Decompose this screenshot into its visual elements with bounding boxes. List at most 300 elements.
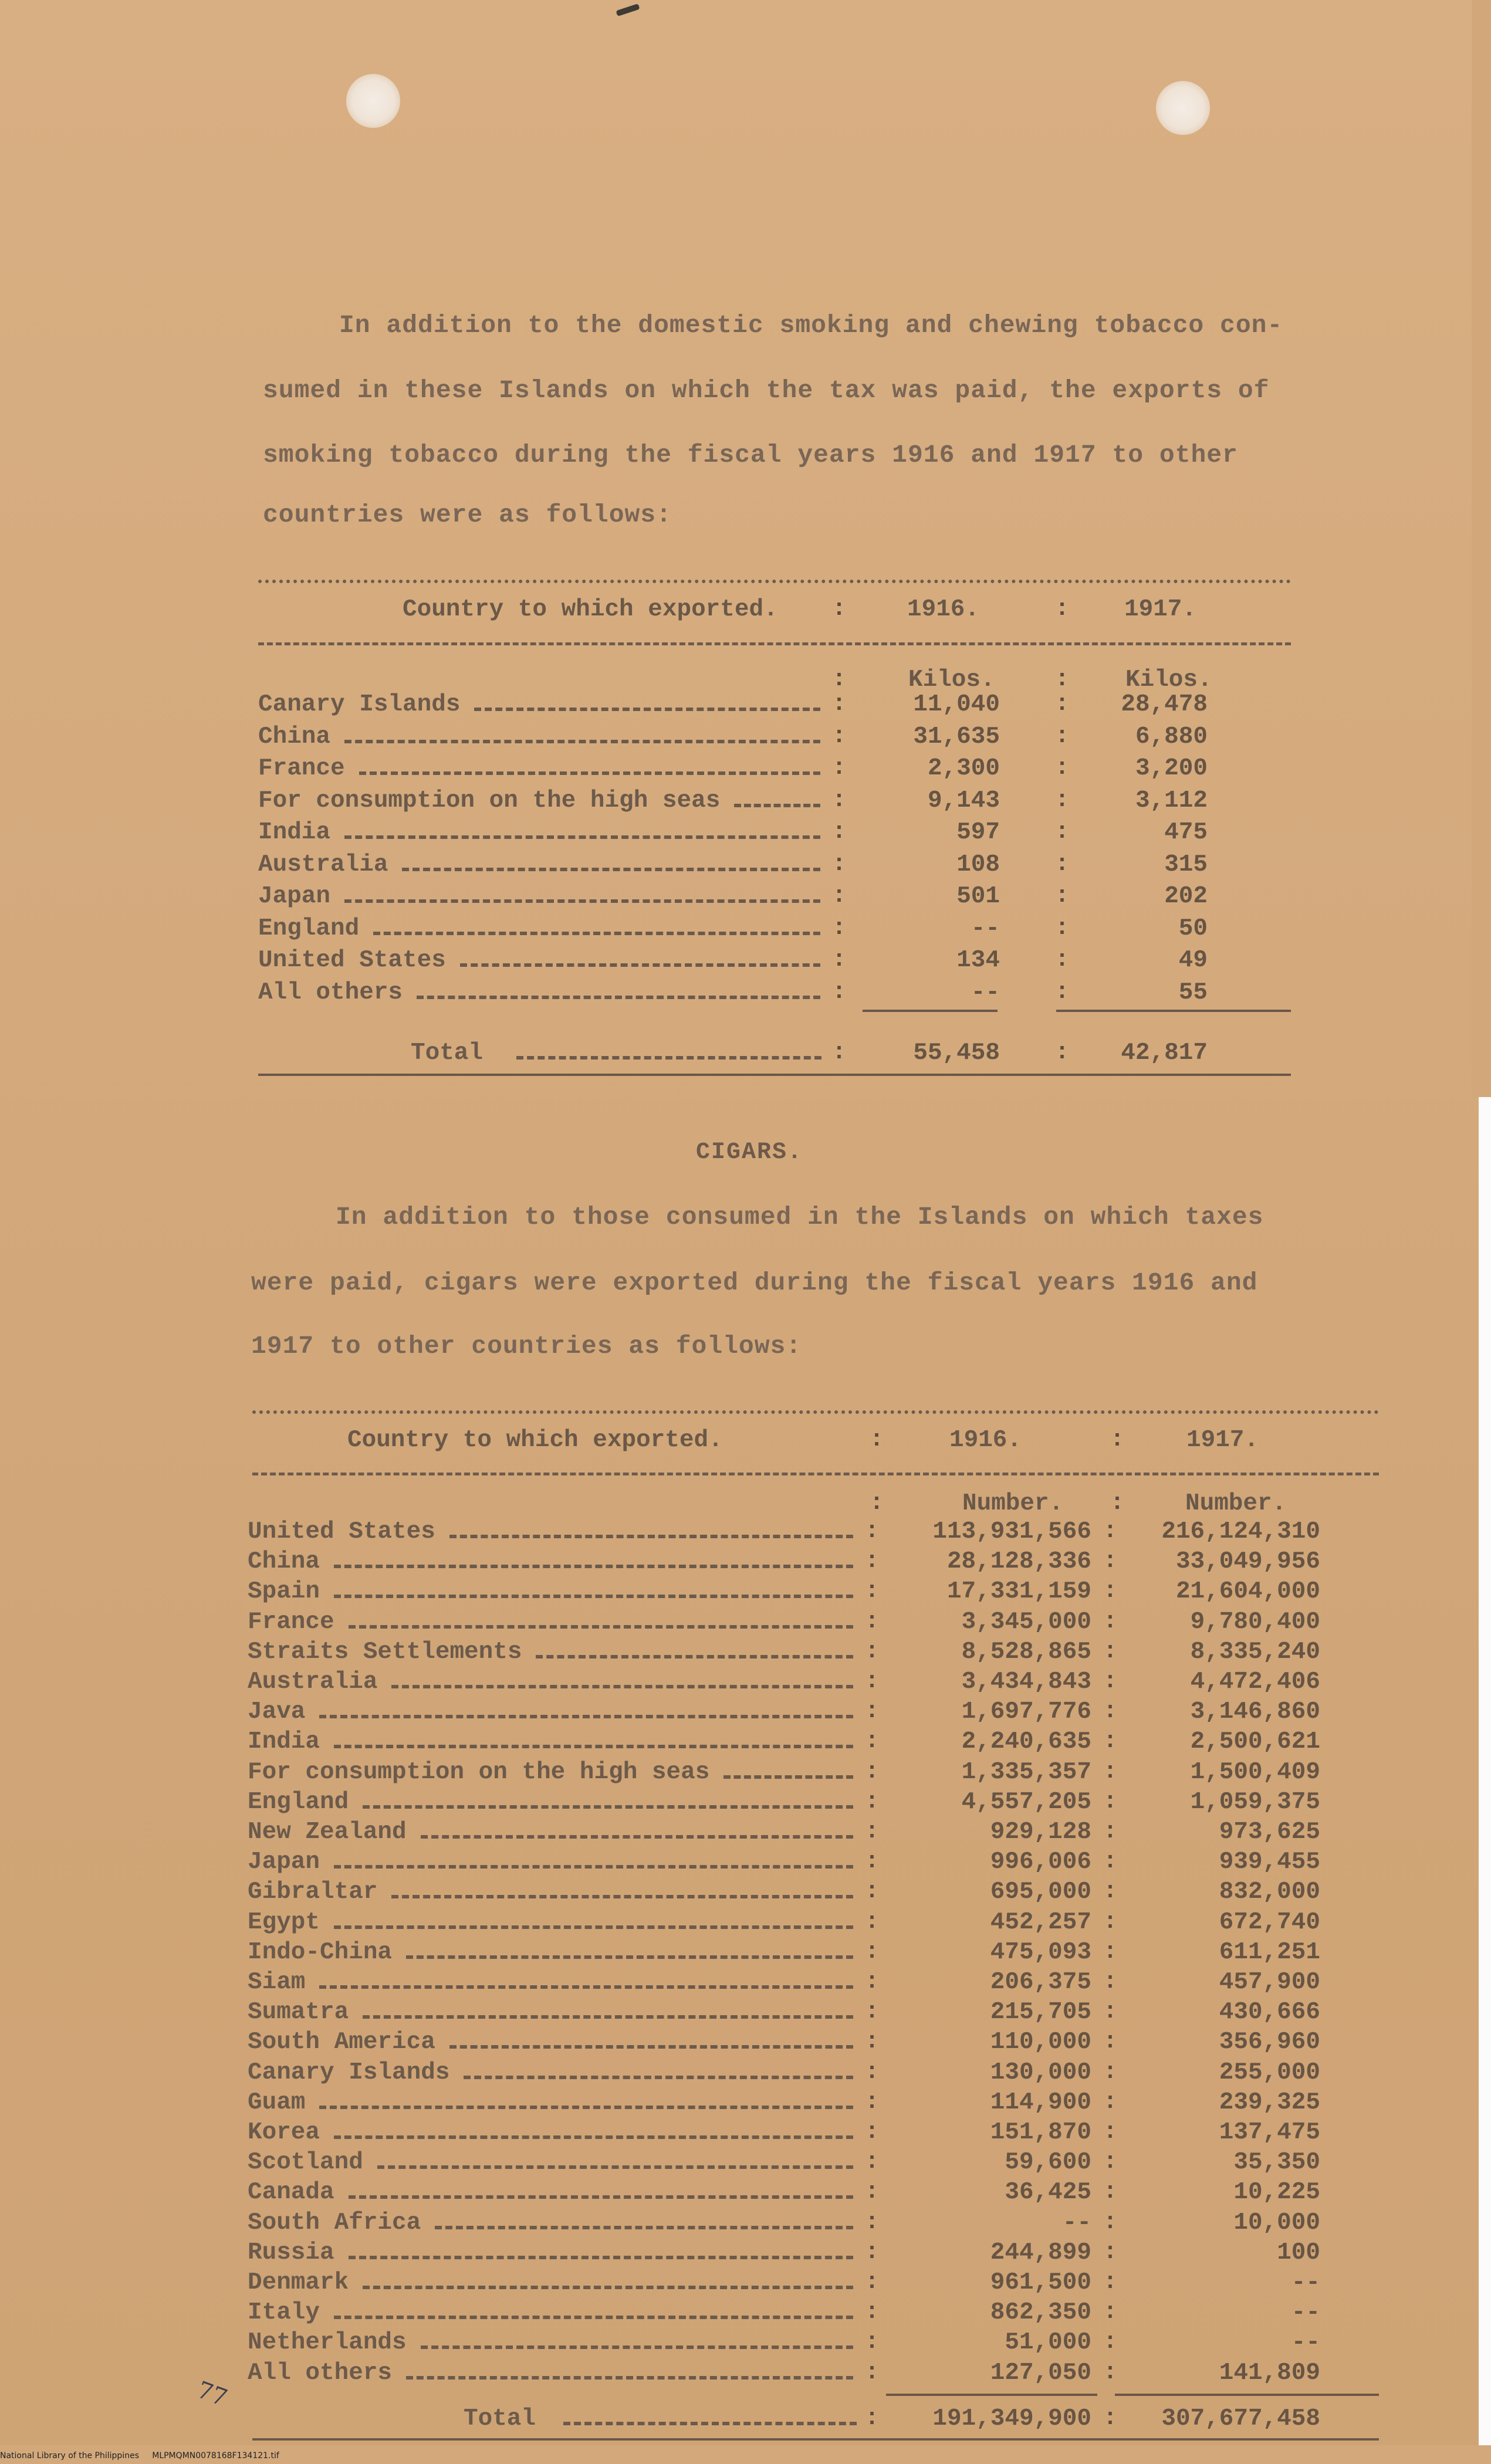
row-value-1917: 3,146,860 bbox=[1190, 1698, 1320, 1726]
row-country: Russia bbox=[248, 2239, 334, 2266]
row-colon: : bbox=[1103, 2149, 1118, 2176]
row-colon: : bbox=[1103, 2269, 1118, 2296]
row-colon: : bbox=[832, 819, 847, 845]
table1-unit-colon-2: : bbox=[1055, 666, 1070, 693]
row-leader-dashes bbox=[344, 835, 820, 839]
table1-unit-1917: Kilos. bbox=[1125, 666, 1212, 693]
row-leader-dashes bbox=[349, 2256, 853, 2259]
table-row bbox=[0, 1668, 1491, 1700]
row-country: Egypt bbox=[248, 1908, 320, 1936]
table1-top-rule bbox=[258, 580, 1291, 583]
row-value-1917: 430,666 bbox=[1219, 1999, 1320, 2026]
table-row bbox=[0, 2029, 1491, 2060]
row-colon: : bbox=[865, 2359, 880, 2386]
row-colon: : bbox=[1103, 1668, 1118, 1695]
table1-header-1917: 1917. bbox=[1124, 596, 1197, 623]
row-leader-dashes bbox=[417, 996, 820, 999]
row-value-1917: 55 bbox=[1178, 979, 1208, 1006]
row-value-1916: 130,000 bbox=[990, 2059, 1091, 2086]
row-leader-dashes bbox=[344, 899, 820, 903]
row-country: Japan bbox=[248, 1849, 320, 1876]
table2-unit-1917: Number. bbox=[1185, 1490, 1287, 1517]
row-country: Sumatra bbox=[248, 1999, 349, 2026]
row-value-1916: 28,128,336 bbox=[946, 1548, 1091, 1576]
table-row bbox=[0, 851, 1491, 883]
row-value-1916: 244,899 bbox=[990, 2239, 1091, 2266]
table1-header-rule bbox=[258, 642, 1291, 645]
row-colon: : bbox=[1055, 723, 1070, 750]
row-country: Italy bbox=[248, 2299, 320, 2327]
row-colon: : bbox=[832, 691, 847, 717]
table-row bbox=[0, 2209, 1491, 2241]
cigars-line-1: In addition to those consumed in the Islands on which taxes bbox=[336, 1203, 1264, 1231]
table-row bbox=[0, 819, 1491, 851]
row-colon: : bbox=[1103, 1849, 1118, 1876]
table-row bbox=[0, 1639, 1491, 1670]
row-value-1916: 51,000 bbox=[1005, 2329, 1091, 2357]
row-country: United States bbox=[258, 947, 446, 974]
row-country: France bbox=[258, 755, 345, 782]
row-colon: : bbox=[865, 1608, 880, 1635]
row-colon: : bbox=[1103, 2209, 1118, 2236]
row-value-1916: 110,000 bbox=[990, 2029, 1091, 2056]
row-colon: : bbox=[865, 1668, 880, 1695]
row-colon: : bbox=[1103, 1999, 1118, 2026]
table-row bbox=[0, 947, 1491, 979]
row-value-1916: 1,697,776 bbox=[961, 1698, 1091, 1726]
row-value-1916: 31,635 bbox=[913, 723, 1000, 750]
row-country: Australia bbox=[248, 1668, 378, 1695]
table-row bbox=[0, 2149, 1491, 2181]
row-value-1917: 3,112 bbox=[1135, 787, 1208, 814]
row-colon: : bbox=[1055, 851, 1070, 878]
row-colon: : bbox=[1103, 1578, 1118, 1605]
table-row bbox=[0, 1909, 1491, 1941]
row-value-1916: 475,093 bbox=[990, 1938, 1091, 1966]
row-leader-dashes bbox=[723, 1775, 853, 1779]
row-colon: : bbox=[832, 755, 847, 781]
table-row bbox=[0, 691, 1491, 723]
row-value-1917: 21,604,000 bbox=[1175, 1578, 1320, 1606]
row-colon: : bbox=[1103, 2119, 1118, 2145]
table2-unit-colon-2: : bbox=[1110, 1490, 1125, 1517]
row-colon: : bbox=[865, 2179, 880, 2206]
table1-total-1917: 42,817 bbox=[1121, 1040, 1208, 1067]
row-country: For consumption on the high seas bbox=[248, 1758, 710, 1786]
row-country: All others bbox=[258, 979, 403, 1006]
table1-header-colon: : bbox=[832, 596, 847, 622]
row-colon: : bbox=[865, 2269, 880, 2296]
row-colon: : bbox=[865, 2239, 880, 2266]
row-value-1916: 501 bbox=[956, 883, 1000, 910]
row-leader-dashes bbox=[402, 868, 820, 871]
row-value-1916: -- bbox=[1062, 2209, 1091, 2236]
table2-sum-line-1917 bbox=[1115, 2394, 1379, 2396]
table2-total-leader bbox=[563, 2422, 857, 2425]
row-value-1916: 114,900 bbox=[990, 2089, 1091, 2116]
table2-header-colon: : bbox=[870, 1427, 884, 1453]
row-value-1916: 206,375 bbox=[990, 1969, 1091, 1996]
row-value-1917: 100 bbox=[1277, 2239, 1320, 2266]
row-value-1916: 151,870 bbox=[990, 2119, 1091, 2146]
row-leader-dashes bbox=[334, 1595, 853, 1598]
row-country: Australia bbox=[258, 851, 388, 878]
table-row bbox=[0, 979, 1491, 1011]
row-value-1917: 28,478 bbox=[1121, 691, 1208, 718]
row-colon: : bbox=[832, 979, 847, 1006]
punch-hole-right bbox=[1156, 81, 1210, 135]
row-colon: : bbox=[865, 2329, 880, 2356]
punch-hole-left bbox=[346, 74, 400, 128]
row-country: Korea bbox=[248, 2119, 320, 2146]
row-value-1917: -- bbox=[1291, 2299, 1320, 2327]
row-leader-dashes bbox=[406, 2376, 853, 2380]
row-leader-dashes bbox=[363, 2286, 853, 2289]
row-colon: : bbox=[1103, 1548, 1118, 1575]
row-value-1917: 255,000 bbox=[1219, 2059, 1320, 2086]
row-value-1916: 961,500 bbox=[990, 2269, 1091, 2296]
row-value-1917: 239,325 bbox=[1219, 2089, 1320, 2116]
row-colon: : bbox=[1103, 2299, 1118, 2326]
row-country: China bbox=[248, 1548, 320, 1576]
cigars-heading: CIGARS. bbox=[696, 1139, 803, 1166]
pencil-annotation: 77 bbox=[193, 2376, 231, 2412]
row-value-1917: 8,335,240 bbox=[1190, 1638, 1320, 1666]
row-value-1916: 108 bbox=[956, 851, 1000, 878]
row-leader-dashes bbox=[449, 1535, 853, 1538]
row-country: Siam bbox=[248, 1969, 306, 1996]
row-leader-dashes bbox=[449, 2045, 853, 2049]
row-value-1917: 3,200 bbox=[1135, 755, 1208, 782]
table-row bbox=[0, 2089, 1491, 2121]
table2-unit-1916: Number. bbox=[962, 1490, 1064, 1517]
row-value-1916: 134 bbox=[956, 947, 1000, 974]
row-value-1917: 2,500,621 bbox=[1190, 1728, 1320, 1756]
row-leader-dashes bbox=[391, 1895, 853, 1898]
row-country: Straits Settlements bbox=[248, 1638, 522, 1666]
table-row bbox=[0, 1728, 1491, 1760]
row-colon: : bbox=[832, 851, 847, 878]
table1-unit-1916: Kilos. bbox=[908, 666, 995, 693]
row-country: India bbox=[248, 1728, 320, 1756]
row-colon: : bbox=[1103, 1638, 1118, 1665]
row-colon: : bbox=[1055, 787, 1070, 814]
row-colon: : bbox=[865, 1908, 880, 1935]
row-colon: : bbox=[1055, 915, 1070, 942]
row-colon: : bbox=[832, 723, 847, 750]
row-value-1916: 11,040 bbox=[913, 691, 1000, 718]
row-colon: : bbox=[865, 1548, 880, 1575]
row-country: Guam bbox=[248, 2089, 306, 2116]
row-colon: : bbox=[1103, 1698, 1118, 1725]
row-value-1917: 6,880 bbox=[1135, 723, 1208, 750]
row-country: Netherlands bbox=[248, 2329, 407, 2357]
row-colon: : bbox=[1103, 1819, 1118, 1845]
intro-line-1: In addition to the domestic smoking and chewing tobacco con- bbox=[339, 311, 1283, 340]
table2-total-colon-2: : bbox=[1103, 2405, 1118, 2432]
row-country: Spain bbox=[248, 1578, 320, 1606]
row-value-1917: 832,000 bbox=[1219, 1879, 1320, 1906]
row-colon: : bbox=[1103, 1608, 1118, 1635]
row-leader-dashes bbox=[334, 1565, 853, 1568]
row-value-1917: 315 bbox=[1164, 851, 1208, 878]
table-row bbox=[0, 1789, 1491, 1820]
row-value-1917: 141,809 bbox=[1219, 2359, 1320, 2387]
row-leader-dashes bbox=[536, 1655, 853, 1659]
row-colon: : bbox=[1055, 883, 1070, 909]
row-colon: : bbox=[1103, 2239, 1118, 2266]
row-value-1916: 4,557,205 bbox=[961, 1788, 1091, 1816]
table-row bbox=[0, 1698, 1491, 1730]
row-leader-dashes bbox=[349, 2195, 853, 2199]
table1-unit-colon: : bbox=[832, 666, 847, 693]
row-value-1916: 9,143 bbox=[927, 787, 1000, 814]
table-row bbox=[0, 2059, 1491, 2091]
row-leader-dashes bbox=[359, 771, 820, 775]
table1-total-colon-2: : bbox=[1055, 1040, 1070, 1066]
row-value-1917: 973,625 bbox=[1219, 1819, 1320, 1846]
row-leader-dashes bbox=[334, 1925, 853, 1929]
row-leader-dashes bbox=[319, 1985, 853, 1989]
table1-total-leader bbox=[516, 1056, 821, 1060]
table1-total-label: Total bbox=[411, 1040, 484, 1067]
row-country: France bbox=[248, 1608, 334, 1636]
row-value-1917: 202 bbox=[1164, 883, 1208, 910]
row-country: India bbox=[258, 819, 331, 846]
row-value-1916: 127,050 bbox=[990, 2359, 1091, 2387]
table2-top-rule bbox=[252, 1410, 1379, 1414]
table-row bbox=[0, 883, 1491, 915]
intro-line-4: countries were as follows: bbox=[263, 500, 672, 529]
row-value-1917: 1,500,409 bbox=[1190, 1758, 1320, 1786]
table-row bbox=[0, 1578, 1491, 1610]
table-row bbox=[0, 1609, 1491, 1640]
table-row bbox=[0, 1999, 1491, 2030]
row-country: Indo-China bbox=[248, 1938, 393, 1966]
row-value-1917: 611,251 bbox=[1219, 1938, 1320, 1966]
row-leader-dashes bbox=[421, 2345, 853, 2349]
row-colon: : bbox=[1103, 2359, 1118, 2386]
row-country: Canary Islands bbox=[258, 691, 461, 718]
row-leader-dashes bbox=[421, 1835, 853, 1839]
row-value-1916: 695,000 bbox=[990, 1879, 1091, 1906]
row-country: For consumption on the high seas bbox=[258, 787, 721, 814]
table-row bbox=[0, 787, 1491, 819]
table-row bbox=[0, 2329, 1491, 2361]
table-row bbox=[0, 2239, 1491, 2271]
table1-sum-line-1916 bbox=[863, 1010, 998, 1012]
row-value-1916: 929,128 bbox=[990, 1819, 1091, 1846]
intro-line-2: sumed in these Islands on which the tax was paid, the exports of bbox=[263, 376, 1270, 405]
row-country: South Africa bbox=[248, 2209, 421, 2236]
row-colon: : bbox=[865, 1879, 880, 1905]
row-value-1917: 457,900 bbox=[1219, 1969, 1320, 1996]
row-value-1917: 475 bbox=[1164, 819, 1208, 846]
row-value-1917: 1,059,375 bbox=[1190, 1788, 1320, 1816]
table2-header-country: Country to which exported. bbox=[347, 1427, 723, 1454]
row-country: Canada bbox=[248, 2179, 334, 2206]
row-country: Japan bbox=[258, 883, 331, 910]
row-value-1916: 59,600 bbox=[1005, 2149, 1091, 2177]
row-colon: : bbox=[1103, 1938, 1118, 1965]
table-row bbox=[0, 2269, 1491, 2301]
row-value-1917: 9,780,400 bbox=[1190, 1608, 1320, 1636]
row-colon: : bbox=[865, 1638, 880, 1665]
table2-total-1916: 191,349,900 bbox=[932, 2405, 1091, 2432]
row-leader-dashes bbox=[363, 2015, 853, 2019]
table-row bbox=[0, 915, 1491, 947]
row-colon: : bbox=[1103, 2059, 1118, 2086]
row-colon: : bbox=[1055, 691, 1070, 717]
table1-total-colon: : bbox=[832, 1040, 847, 1066]
row-colon: : bbox=[865, 1788, 880, 1815]
row-colon: : bbox=[1103, 2029, 1118, 2056]
row-colon: : bbox=[865, 2209, 880, 2236]
row-value-1917: 137,475 bbox=[1219, 2119, 1320, 2146]
row-country: England bbox=[258, 915, 360, 942]
row-leader-dashes bbox=[373, 932, 820, 935]
table-row bbox=[0, 1548, 1491, 1580]
table-row bbox=[0, 1819, 1491, 1850]
row-value-1916: 17,331,159 bbox=[946, 1578, 1091, 1606]
row-country: Java bbox=[248, 1698, 306, 1726]
table-row bbox=[0, 1759, 1491, 1791]
row-value-1917: 10,000 bbox=[1233, 2209, 1320, 2236]
row-colon: : bbox=[865, 2119, 880, 2145]
row-colon: : bbox=[865, 2299, 880, 2326]
row-value-1917: -- bbox=[1291, 2269, 1320, 2296]
row-colon: : bbox=[1103, 2089, 1118, 2116]
row-colon: : bbox=[1103, 1879, 1118, 1905]
cigars-line-3: 1917 to other countries as follows: bbox=[251, 1332, 802, 1360]
row-colon: : bbox=[832, 787, 847, 814]
row-value-1916: 215,705 bbox=[990, 1999, 1091, 2026]
row-value-1916: 452,257 bbox=[990, 1908, 1091, 1936]
table-row bbox=[0, 1518, 1491, 1550]
row-leader-dashes bbox=[349, 1625, 853, 1629]
row-value-1916: 2,240,635 bbox=[961, 1728, 1091, 1756]
row-colon: : bbox=[832, 947, 847, 973]
table1-sum-line-1917 bbox=[1056, 1010, 1291, 1012]
row-colon: : bbox=[1103, 1518, 1118, 1545]
row-value-1916: 862,350 bbox=[990, 2299, 1091, 2327]
table1-header-1916: 1916. bbox=[907, 596, 980, 623]
table2-total-label: Total bbox=[464, 2405, 536, 2432]
row-leader-dashes bbox=[464, 2076, 853, 2079]
row-colon: : bbox=[1055, 755, 1070, 781]
table1-header-colon-2: : bbox=[1055, 596, 1070, 622]
row-colon: : bbox=[865, 1518, 880, 1545]
row-leader-dashes bbox=[319, 2106, 853, 2109]
row-colon: : bbox=[865, 1698, 880, 1725]
row-colon: : bbox=[865, 1578, 880, 1605]
intro-line-3: smoking tobacco during the fiscal years 1916 and 1917 to other bbox=[263, 441, 1238, 469]
row-value-1917: 10,225 bbox=[1233, 2179, 1320, 2206]
row-leader-dashes bbox=[391, 1685, 853, 1688]
row-colon: : bbox=[865, 1969, 880, 1995]
row-value-1917: 50 bbox=[1178, 915, 1208, 942]
row-value-1917: -- bbox=[1291, 2329, 1320, 2357]
row-colon: : bbox=[1103, 1788, 1118, 1815]
row-colon: : bbox=[1103, 2179, 1118, 2206]
row-value-1916: 36,425 bbox=[1005, 2179, 1091, 2206]
row-colon: : bbox=[865, 1849, 880, 1876]
row-value-1916: 597 bbox=[956, 819, 1000, 846]
row-leader-dashes bbox=[334, 1745, 853, 1748]
row-value-1917: 216,124,310 bbox=[1161, 1518, 1320, 1545]
row-value-1917: 356,960 bbox=[1219, 2029, 1320, 2056]
row-country: Gibraltar bbox=[248, 1879, 378, 1906]
row-colon: : bbox=[865, 1728, 880, 1755]
row-colon: : bbox=[1103, 1969, 1118, 1995]
row-colon: : bbox=[1103, 2329, 1118, 2356]
cigars-line-2: were paid, cigars were exported during the fiscal years 1916 and bbox=[251, 1268, 1258, 1297]
row-leader-dashes bbox=[334, 2316, 853, 2319]
row-country: Scotland bbox=[248, 2149, 363, 2177]
row-colon: : bbox=[865, 1938, 880, 1965]
table2-unit-colon: : bbox=[870, 1490, 884, 1517]
row-country: England bbox=[248, 1788, 349, 1816]
table-row bbox=[0, 1939, 1491, 1971]
table-row bbox=[0, 2119, 1491, 2151]
table2-total-1917: 307,677,458 bbox=[1161, 2405, 1320, 2432]
row-value-1916: 3,345,000 bbox=[961, 1608, 1091, 1636]
row-leader-dashes bbox=[344, 740, 820, 743]
row-country: Denmark bbox=[248, 2269, 349, 2296]
row-colon: : bbox=[1055, 979, 1070, 1006]
row-value-1917: 672,740 bbox=[1219, 1908, 1320, 1936]
row-colon: : bbox=[865, 1819, 880, 1845]
row-colon: : bbox=[1055, 947, 1070, 973]
table1-header-country: Country to which exported. bbox=[403, 596, 778, 623]
row-colon: : bbox=[1055, 819, 1070, 845]
row-country: New Zealand bbox=[248, 1819, 407, 1846]
row-colon: : bbox=[832, 883, 847, 909]
table-row bbox=[0, 1969, 1491, 2001]
row-colon: : bbox=[865, 1758, 880, 1785]
row-colon: : bbox=[865, 2089, 880, 2116]
row-leader-dashes bbox=[474, 708, 820, 711]
table2-header-colon-2: : bbox=[1110, 1427, 1125, 1453]
row-value-1916: 8,528,865 bbox=[961, 1638, 1091, 1666]
row-leader-dashes bbox=[363, 1805, 853, 1809]
row-value-1917: 49 bbox=[1178, 947, 1208, 974]
row-value-1916: 996,006 bbox=[990, 1849, 1091, 1876]
table2-bottom-rule bbox=[252, 2438, 1379, 2441]
row-value-1917: 4,472,406 bbox=[1190, 1668, 1320, 1695]
row-leader-dashes bbox=[377, 2165, 853, 2169]
row-colon: : bbox=[832, 915, 847, 942]
table-row bbox=[0, 723, 1491, 755]
row-leader-dashes bbox=[734, 804, 820, 807]
row-leader-dashes bbox=[319, 1715, 853, 1718]
row-value-1916: 113,931,566 bbox=[932, 1518, 1091, 1545]
row-colon: : bbox=[865, 2029, 880, 2056]
table2-header-rule bbox=[252, 1473, 1379, 1475]
row-value-1916: -- bbox=[971, 979, 1000, 1006]
row-country: South America bbox=[248, 2029, 435, 2056]
row-country: All others bbox=[248, 2359, 393, 2387]
row-value-1916: 1,335,357 bbox=[961, 1758, 1091, 1786]
row-colon: : bbox=[865, 2059, 880, 2086]
table-row bbox=[0, 2299, 1491, 2331]
row-colon: : bbox=[865, 1999, 880, 2026]
row-leader-dashes bbox=[334, 1865, 853, 1869]
row-value-1917: 939,455 bbox=[1219, 1849, 1320, 1876]
table-row bbox=[0, 2179, 1491, 2211]
row-leader-dashes bbox=[406, 1955, 853, 1959]
table2-total-colon: : bbox=[865, 2405, 880, 2432]
